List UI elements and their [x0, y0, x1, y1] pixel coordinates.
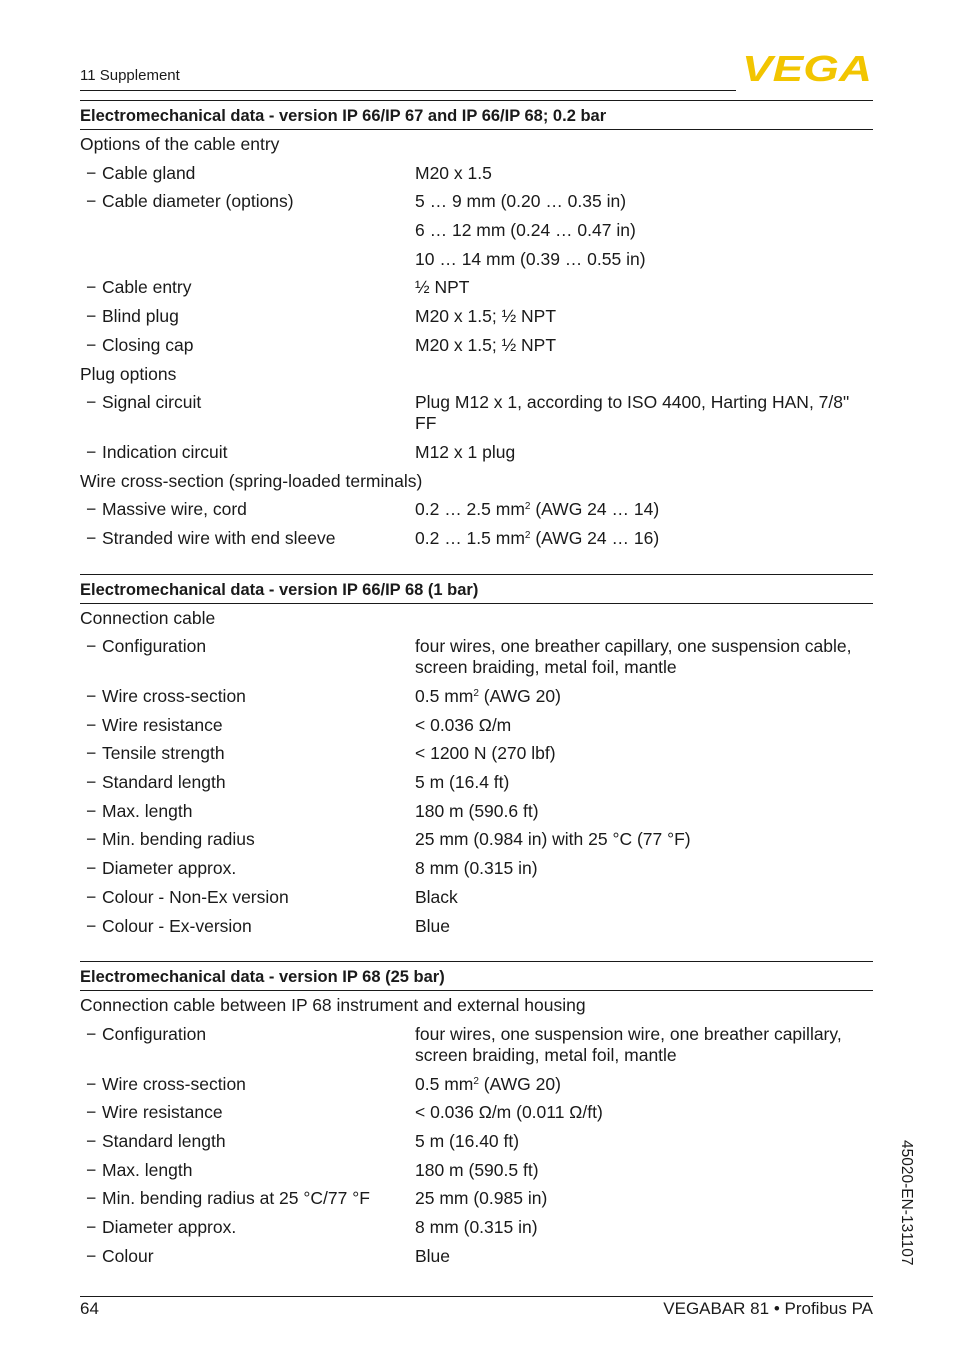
spec-value: 8 mm (0.315 in) — [415, 1217, 538, 1237]
spec-value: Plug M12 x 1, according to ISO 4400, Harting HAN, 7/8" FF — [415, 392, 850, 434]
spec-row — [80, 682, 873, 711]
logo-text: VEGA — [742, 52, 872, 84]
spec-values — [415, 1024, 873, 1066]
spec-row — [80, 1213, 873, 1242]
spec-label: − Configuration — [80, 1024, 415, 1066]
spec-row — [80, 711, 873, 740]
value-text: (AWG 20) — [478, 1073, 561, 1094]
spec-row — [80, 1098, 873, 1127]
spec-row — [80, 1020, 873, 1070]
spec-label: − Indication circuit — [80, 442, 415, 463]
group-heading: Wire cross-section (spring-loaded terminals) — [80, 470, 423, 491]
spec-row — [80, 883, 873, 912]
spec-values — [415, 715, 873, 736]
spec-values — [415, 887, 873, 908]
spec-values — [415, 1188, 873, 1209]
spec-value: 6 … 12 mm (0.24 … 0.47 in) — [415, 220, 636, 241]
spec-label: − Diameter approx. — [80, 858, 415, 879]
spec-values — [415, 829, 873, 850]
section-title: Electromechanical data - version IP 66/IP 67 and IP 66/IP 68; 0.2 bar — [80, 100, 873, 130]
spec-values — [415, 191, 873, 269]
spec-row — [80, 1184, 873, 1213]
spec-value: M12 x 1 plug — [415, 441, 516, 462]
spec-value: 180 m (590.5 ft) — [415, 1159, 539, 1180]
group-heading-row — [80, 360, 873, 389]
section-title: Electromechanical data - version IP 66/IP 68 (1 bar) — [80, 574, 873, 604]
spec-row — [80, 438, 873, 467]
section-title: Electromechanical data - version IP 68 (25 bar) — [80, 961, 873, 991]
spec-row — [80, 495, 873, 524]
spec-row — [80, 273, 873, 302]
spec-value — [415, 686, 873, 707]
spec-values — [415, 392, 873, 434]
spec-label: − Wire cross-section — [80, 686, 415, 707]
spec-value — [415, 1074, 873, 1095]
spec-value: M20 x 1.5; ½ NPT — [415, 334, 557, 355]
header-divider — [80, 90, 736, 91]
spec-values — [415, 1246, 873, 1267]
superscript: 2 — [473, 1075, 479, 1087]
spec-values — [415, 1074, 873, 1095]
spec-values — [415, 335, 873, 356]
spec-values — [415, 636, 873, 678]
value-text: 0.2 … 2.5 mm — [415, 499, 525, 520]
group-heading: Plug options — [80, 363, 177, 384]
spec-values — [415, 743, 873, 764]
spec-label: − Stranded wire with end sleeve — [80, 528, 415, 549]
spec-label: − Massive wire, cord — [80, 499, 415, 520]
group-heading: Connection cable — [80, 607, 216, 628]
spec-row — [80, 797, 873, 826]
spec-row — [80, 739, 873, 768]
spec-value: 8 mm (0.315 in) — [415, 858, 538, 879]
spec-value: four wires, one breather capillary, one suspension cable, screen braiding, metal foil, mantle — [415, 636, 852, 678]
spec-value — [415, 499, 873, 520]
spec-row — [80, 187, 873, 273]
spec-row — [80, 1070, 873, 1099]
spec-label: − Wire resistance — [80, 715, 415, 736]
spec-values — [415, 686, 873, 707]
spec-section — [80, 574, 873, 941]
spec-value: four wires, one suspension wire, one breather capillary, screen braiding, metal foil, mantle — [415, 1023, 842, 1065]
spec-values — [415, 1102, 873, 1123]
spec-value: < 0.036 Ω/m — [415, 714, 512, 735]
value-text: (AWG 20) — [478, 686, 561, 706]
spec-label: − Cable entry — [80, 277, 415, 298]
document-code: 45020-EN-131107 — [898, 1140, 915, 1266]
spec-value: Blue — [415, 915, 451, 936]
spec-row — [80, 159, 873, 188]
spec-label: − Closing cap — [80, 335, 415, 356]
spec-label: − Colour - Non-Ex version — [80, 887, 415, 908]
spec-label: − Signal circuit — [80, 392, 415, 434]
spec-label: − Cable gland — [80, 163, 415, 184]
group-heading-row — [80, 130, 873, 159]
spec-values — [415, 1160, 873, 1181]
group-heading: Options of the cable entry — [80, 134, 280, 154]
header-section-label: 11 Supplement — [80, 67, 180, 84]
group-heading: Connection cable between IP 68 instrument and external housing — [80, 995, 586, 1016]
spec-section — [80, 961, 873, 1270]
spec-label: − Max. length — [80, 801, 415, 822]
spec-values — [415, 801, 873, 822]
spec-value: 25 mm (0.984 in) with 25 °C (77 °F) — [415, 829, 691, 850]
spec-label: − Standard length — [80, 772, 415, 793]
spec-row — [80, 825, 873, 854]
page-number: 64 — [80, 1299, 99, 1318]
value-text: 0.5 mm — [415, 1073, 474, 1094]
spec-values — [415, 772, 873, 793]
spec-label: − Cable diameter (options) — [80, 191, 415, 269]
spec-values — [415, 306, 873, 327]
spec-label: − Min. bending radius — [80, 829, 415, 850]
technical-data — [80, 100, 873, 1270]
spec-value: Blue — [415, 1245, 451, 1266]
spec-value: 180 m (590.6 ft) — [415, 800, 539, 821]
spec-label: − Blind plug — [80, 306, 415, 327]
group-heading-row — [80, 991, 873, 1020]
spec-value: 5 m (16.4 ft) — [415, 772, 510, 793]
spec-label: − Colour - Ex-version — [80, 916, 415, 937]
spec-row — [80, 331, 873, 360]
superscript: 2 — [473, 688, 479, 699]
value-text: 0.5 mm — [415, 686, 474, 706]
value-text: (AWG 24 … 16) — [530, 527, 660, 548]
vega-logo — [741, 52, 873, 84]
spec-row — [80, 1127, 873, 1156]
spec-values — [415, 163, 873, 184]
spec-value: Black — [415, 886, 458, 907]
value-text: 0.2 … 1.5 mm — [415, 527, 525, 548]
spec-value: M20 x 1.5; ½ NPT — [415, 306, 557, 327]
spec-value: 25 mm (0.985 in) — [415, 1188, 548, 1209]
spec-value: 5 m (16.40 ft) — [415, 1130, 520, 1151]
spec-values — [415, 858, 873, 879]
spec-values — [415, 499, 873, 520]
value-text: (AWG 24 … 14) — [530, 499, 660, 520]
spec-values — [415, 1217, 873, 1238]
spec-label: − Standard length — [80, 1131, 415, 1152]
spec-row — [80, 302, 873, 331]
spec-label: − Configuration — [80, 636, 415, 678]
spec-values — [415, 442, 873, 463]
spec-label: − Diameter approx. — [80, 1217, 415, 1238]
footer-title: VEGABAR 81 • Profibus PA — [663, 1299, 873, 1318]
superscript: 2 — [524, 501, 531, 513]
spec-value: 5 … 9 mm (0.20 … 0.35 in) — [415, 191, 627, 212]
superscript: 2 — [524, 529, 531, 541]
spec-label: − Max. length — [80, 1160, 415, 1181]
spec-label: − Min. bending radius at 25 °C/77 °F — [80, 1188, 415, 1209]
spec-value: 10 … 14 mm (0.39 … 0.55 in) — [415, 248, 646, 269]
spec-value: < 1200 N (270 lbf) — [415, 743, 556, 764]
spec-label: − Tensile strength — [80, 743, 415, 764]
spec-label: − Wire cross-section — [80, 1074, 415, 1095]
spec-row — [80, 1242, 873, 1271]
spec-values — [415, 277, 873, 298]
spec-label: − Colour — [80, 1246, 415, 1267]
spec-values — [415, 916, 873, 937]
spec-row — [80, 1156, 873, 1185]
spec-values — [415, 1131, 873, 1152]
spec-row — [80, 854, 873, 883]
spec-label: − Wire resistance — [80, 1102, 415, 1123]
spec-row — [80, 912, 873, 941]
spec-value — [415, 528, 873, 549]
spec-value: M20 x 1.5 — [415, 162, 492, 183]
spec-value: ½ NPT — [415, 277, 470, 298]
footer-divider — [80, 1296, 873, 1297]
spec-section — [80, 100, 873, 553]
spec-value: < 0.036 Ω/m (0.011 Ω/ft) — [415, 1102, 603, 1123]
spec-row — [80, 524, 873, 553]
spec-row — [80, 388, 873, 438]
spec-row — [80, 768, 873, 797]
spec-row — [80, 632, 873, 682]
group-heading-row — [80, 604, 873, 633]
spec-values — [415, 528, 873, 549]
group-heading-row — [80, 467, 873, 496]
